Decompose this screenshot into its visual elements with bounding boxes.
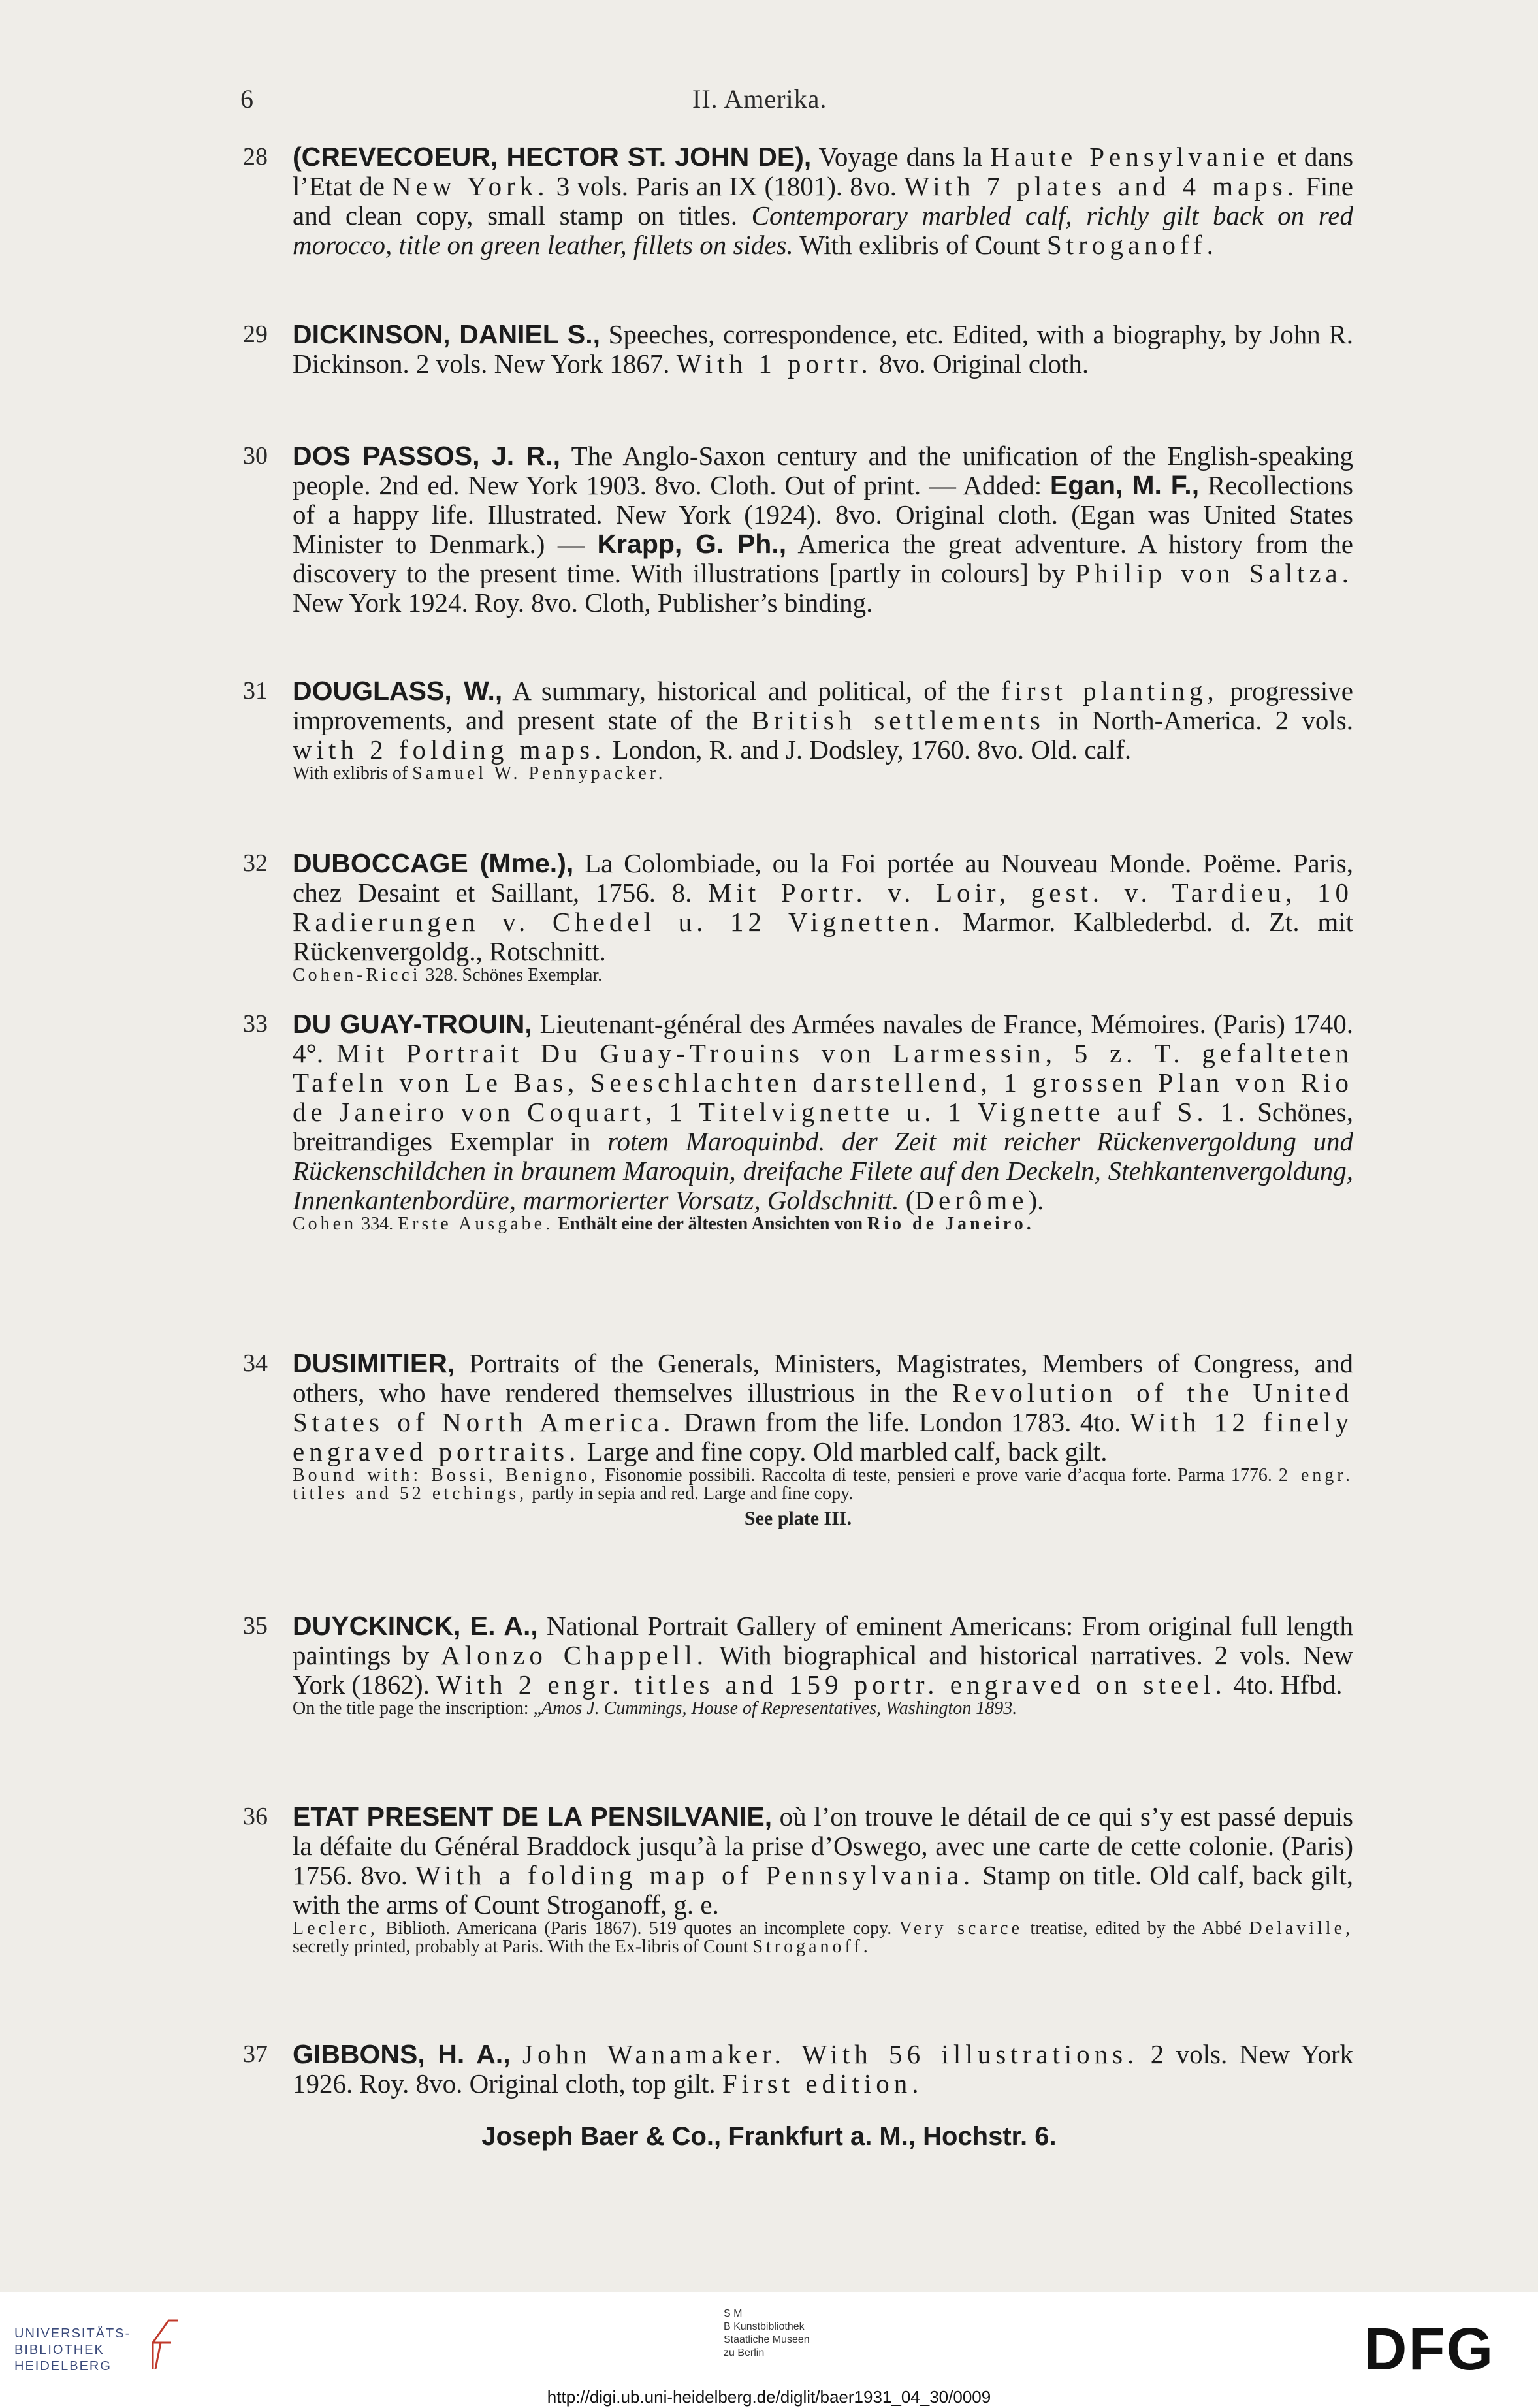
entry-note: Leclerc, Biblioth. Americana (Paris 1867). 519 quotes an incomplete copy. Very scarce treatise, edited by the Abbé Delaville, secretly printed, probably at Paris. With the Ex-libris of Count Stroganoff.: [293, 1918, 1354, 1957]
entry-author: DUBOCCAGE (Mme.),: [293, 848, 574, 878]
entry-text: DUBOCCAGE (Mme.), La Colombiade, ou la Foi portée au Nouveau Monde. Poëme. Paris, chez Desaint et Saillant, 1756. 8. Mit Portr. v. Loir, gest. v. Tardieu, 10 Radierungen v. Chedel u. 12 Vignetten. Marmor. Kalblederbd. d. Zt. mit Rückenvergoldg., Rotschnitt.: [293, 848, 1354, 966]
entry-text: ETAT PRESENT DE LA PENSILVANIE, où l’on trouve le détail de ce qui s’y est passé depuis la défaite du Général Braddock jusqu’à la prise d’Oswego, avec une carte de cette colonie. (Paris) 1756. 8vo. With a folding map of Pennsylvania. Stamp on title. Old calf, back gilt, with the arms of Count Stroganoff, g. e.: [293, 1801, 1354, 1920]
entry-author: DU GUAY-TROUIN,: [293, 1009, 532, 1039]
entry-number: 29: [243, 321, 268, 348]
entry-text: DICKINSON, DANIEL S., Speeches, correspondence, etc. Edited, with a biography, by John R. Dickinson. 2 vols. New York 1867. With 1 portr. 8vo. Original cloth.: [293, 319, 1353, 379]
entry-text: (CREVECOEUR, HECTOR ST. JOHN DE), Voyage dans la Haute Pensylvanie et dans l’Etat de New York. 3 vols. Paris an IX (1801). 8vo. With 7 plates and 4 maps. Fine and clean copy, small stamp on titles. Contemporary marbled calf, richly gilt back on red morocco, title on green leather, fillets on sides. With exlibris of Count Stroganoff.: [293, 142, 1354, 260]
entry-author: DUSIMITIER,: [293, 1348, 455, 1378]
catalog-entry: [243, 1009, 1353, 1233]
section-title: II. Amerika.: [692, 84, 827, 114]
entry-number: 36: [243, 1803, 268, 1830]
entry-text: DOS PASSOS, J. R., The Anglo-Saxon century and the unification of the English-speaking people. 2nd ed. New York 1903. 8vo. Cloth. Out of print. — Added: Egan, M. F., Recollections of a happy life. Illustrated. New York (1924). 8vo. Original cloth. (Egan was United States Minister to Denmark.) — Krapp, G. Ph., America the great adventure. A history from the discovery to the present time. With illustrations [partly in colours] by Philip von Saltza. New York 1924. Roy. 8vo. Cloth, Publisher’s binding.: [293, 441, 1354, 618]
catalog-entry: [243, 1349, 1353, 1528]
entry-text: DUYCKINCK, E. A., National Portrait Gallery of eminent Americans: From original full length paintings by Alonzo Chappell. With biographical and historical narratives. 2 vols. New York (1862). With 2 engr. titles and 159 portr. engraved on steel. 4to. Hfbd.: [293, 1611, 1354, 1700]
entry-note: With exlibris of Samuel W. Pennypacker.: [293, 763, 666, 784]
entry-note: On the title page the inscription: „Amos J. Cummings, House of Representatives, Washington 1893.: [293, 1698, 1017, 1719]
entry-text: DUSIMITIER, Portraits of the Generals, Ministers, Magistrates, Members of Congress, and others, who have rendered themselves illustrious in the Revolution of the United States of North America. Drawn from the life. London 1783. 4to. With 12 finely engraved portraits. Large and fine copy. Old marbled calf, back gilt.: [293, 1348, 1354, 1466]
entry-text: DOUGLASS, W., A summary, historical and political, of the first planting, progressive improvements, and present state of the British settlements in North-America. 2 vols. with 2 folding maps. London, R. and J. Dodsley, 1760. 8vo. Old. calf.: [293, 676, 1354, 765]
entry-number: 28: [243, 143, 268, 170]
university-logo-icon: [142, 2317, 182, 2373]
catalog-entry: [243, 849, 1353, 985]
entry-author: GIBBONS, H. A.,: [293, 2039, 511, 2069]
entry-author: DOS PASSOS, J. R.,: [293, 441, 561, 471]
entry-number: 37: [243, 2040, 268, 2068]
catalog-entry: [243, 2040, 1353, 2099]
entry-number: 32: [243, 849, 268, 877]
entry-note: Cohen-Ricci 328. Schönes Exemplar.: [293, 965, 603, 985]
see-plate-reference: See plate III.: [744, 1508, 852, 1529]
page-number: 6: [240, 84, 253, 114]
dfg-logo: DFG: [1364, 2316, 1495, 2383]
entry-author: (CREVECOEUR, HECTOR ST. JOHN DE),: [293, 142, 812, 172]
entry-number: 33: [243, 1010, 268, 1038]
source-url-link[interactable]: http://digi.ub.uni-heidelberg.de/diglit/baer1931_04_30/0009: [547, 2387, 991, 2407]
entry-note: Cohen 334. Erste Ausgabe. Enthält eine der ältesten Ansichten von Rio de Janeiro.: [293, 1214, 1034, 1234]
entry-author: DOUGLASS, W.,: [293, 676, 503, 706]
entry-author: DICKINSON, DANIEL S.,: [293, 319, 601, 349]
entry-note: Bound with: Bossi, Benigno, Fisonomie possibili. Raccolta di teste, pensieri e prove varie d’acqua forte. Parma 1776. 2 engr. titles and 52 etchings, partly in sepia and red. Large and fine copy.: [293, 1465, 1354, 1504]
entry-number: 35: [243, 1612, 268, 1640]
catalog-entry: [243, 1611, 1353, 1718]
university-library-label: UNIVERSITÄTS- BIBLIOTHEK HEIDELBERG: [14, 2326, 131, 2373]
catalog-entry: [243, 142, 1353, 260]
catalog-entry: [243, 676, 1353, 783]
entry-number: 30: [243, 442, 268, 469]
catalog-entry: [243, 441, 1353, 618]
entry-text: GIBBONS, H. A., John Wanamaker. With 56 illustrations. 2 vols. New York 1926. Roy. 8vo. Original cloth, top gilt. First edition.: [293, 2039, 1354, 2099]
entry-author: DUYCKINCK, E. A.,: [293, 1611, 538, 1641]
library-stamp: S M B Kunstbibliothek Staatliche Museen zu Berlin: [724, 2308, 810, 2358]
catalog-entry: [243, 1802, 1353, 1956]
entry-number: 34: [243, 1350, 268, 1377]
entry-text: DU GUAY-TROUIN, Lieutenant-général des Armées navales de France, Mémoires. (Paris) 1740. 4°. Mit Portrait Du Guay-Trouins von Larmessin, 5 z. T. gefalteten Tafeln von Le Bas, Seeschlachten darstellend, 1 grossen Plan von Rio de Janeiro von Coquart, 1 Titelvignette u. 1 Vignette auf S. 1. Schönes, breitrandiges Exemplar in rotem Maroquinbd. der Zeit mit reicher Rückenvergoldung und Rückenschildchen in braunem Maroquin, dreifache Filete auf den Deckeln, Stehkantenvergoldung, Innenkantenbordüre, marmorierter Vorsatz, Goldschnitt. (Derôme).: [293, 1009, 1354, 1215]
entry-number: 31: [243, 677, 268, 705]
entry-author: ETAT PRESENT DE LA PENSILVANIE,: [293, 1801, 773, 1831]
catalog-entry: [243, 320, 1353, 379]
publisher-line: Joseph Baer & Co., Frankfurt a. M., Hochstr. 6.: [481, 2122, 1057, 2151]
